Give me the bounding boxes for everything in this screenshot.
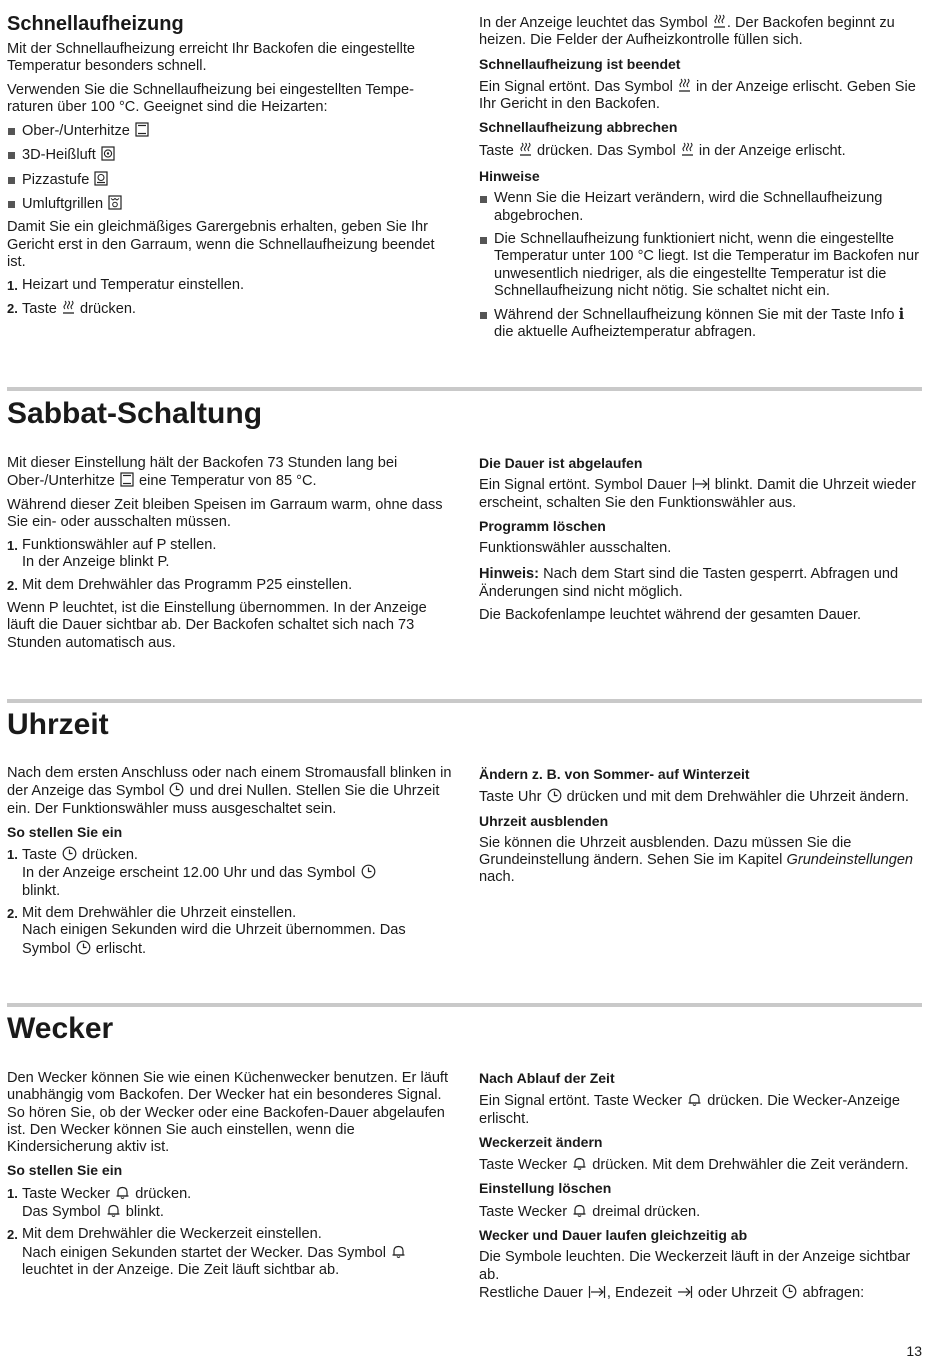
step-text: blinkt. xyxy=(22,882,61,899)
paragraph: Mit der Schnellaufheizung erreicht Ihr Backofen die eingestellte Temperatur besonders schnell. xyxy=(7,41,416,75)
step-item: 2. Mit dem Drehwähler die Uhrzeit einstellen. Nach einigen Sekunden wird die Uhrzeit übernommen. Das Symbol erlischt. xyxy=(7,905,406,957)
step-text: Mit dem Drehwähler die Uhrzeit einstellen. xyxy=(22,905,297,922)
clock-icon xyxy=(782,1284,797,1299)
fast-heat-icon xyxy=(519,142,532,157)
bell-icon xyxy=(572,1156,587,1171)
paragraph xyxy=(479,1092,924,1128)
list-item xyxy=(7,122,452,140)
paragraph xyxy=(479,1203,924,1221)
paragraph: Die Backofenlampe leuchtet während der gesamten Dauer. xyxy=(479,607,862,624)
subheading: So stellen Sie ein xyxy=(7,823,123,840)
hint-label: Hinweis: xyxy=(479,566,540,583)
step-item: 2. Taste drücken. xyxy=(7,300,136,317)
pizza-setting-icon xyxy=(94,171,108,186)
subheading: So stellen Sie ein xyxy=(7,1162,123,1179)
step-text: leuchtet in der Anzeige. Die Zeit läuft sichtbar ab. xyxy=(22,1261,340,1278)
text: Nach dem ersten Anschluss oder nach einem Stromausfall blinken in der Anzeige das Symbol xyxy=(7,765,452,800)
fast-heat-icon xyxy=(681,142,694,157)
paragraph: Den Wecker können Sie wie einen Küchenwecker benutzen. Er läuft unabhängig vom Backofen. Der Wecker hat ein besonderes Signal. So hören Sie, ob der Wecker oder eine Backofen-Dauer abgelaufen ist. Den Wecker können Sie auch einstellen, wenn die Kindersicherung aktiv ist. xyxy=(7,1070,449,1156)
text: Ein Signal ertönt. Taste Wecker xyxy=(479,1093,683,1110)
step-text: drücken. xyxy=(135,1185,192,1202)
paragraph xyxy=(479,14,924,50)
steps-list xyxy=(7,1185,452,1279)
list-item: Wenn Sie die Heizart verändern, wird die Schnellaufheizung abgebrochen. xyxy=(479,190,924,225)
list-item-label: Ober-/Unterhitze xyxy=(22,123,130,140)
text: drücken. Die Wecker-Anzeige erlischt. xyxy=(479,1093,900,1127)
step-text: Mit dem Drehwähler das Programm P25 einstellen. xyxy=(22,576,353,593)
section-divider xyxy=(7,1003,922,1007)
text: . Der Backofen beginnt zu heizen. Die Felder der Aufheizkontrolle füllen sich. xyxy=(479,15,895,49)
subheading: Programm löschen xyxy=(479,517,606,534)
text: drücken und mit dem Drehwähler die Uhrzeit ändern. xyxy=(566,789,909,806)
subheading: Hinweise xyxy=(479,168,540,185)
schnell-left-column xyxy=(7,12,452,324)
step-item: 1. Taste Wecker drücken. Das Symbol blinkt. xyxy=(7,1185,192,1221)
step-text: drücken. xyxy=(82,847,138,864)
paragraph: Während dieser Zeit bleiben Speisen im Garraum warm, ohne dass Sie ein- oder ausschalten müssen. xyxy=(7,496,443,530)
text: Während der Schnellaufheizung können Sie mit der Taste Info xyxy=(494,307,895,324)
sabbat-right-column xyxy=(479,455,924,630)
paragraph xyxy=(479,78,924,114)
paragraph xyxy=(479,1284,924,1302)
bell-icon xyxy=(687,1092,702,1107)
duration-icon xyxy=(588,1285,606,1299)
clock-icon xyxy=(169,782,184,797)
paragraph: Verwenden Sie die Schnellaufheizung bei eingestellten Temperaturen über 100 °C. Geeignet sind die Heizarten: xyxy=(7,81,415,115)
section-title-uhrzeit: Uhrzeit xyxy=(7,708,109,741)
paragraph xyxy=(479,788,924,806)
step-text: Mit dem Drehwähler die Weckerzeit einstellen. xyxy=(22,1226,322,1243)
wecker-left-column xyxy=(7,1070,452,1285)
list-item xyxy=(7,195,452,213)
step-text: Funktionswähler auf P stellen. xyxy=(22,537,217,554)
paragraph xyxy=(7,455,452,491)
text: blinkt. Damit die Uhrzeit wieder erscheint, schalten Sie den Funktionswähler aus. xyxy=(479,477,916,511)
text: Ein Signal ertönt. Symbol Dauer xyxy=(479,477,687,494)
text: Ein Signal ertönt. Das Symbol xyxy=(479,78,673,95)
text: Taste xyxy=(479,142,514,159)
step-text: In der Anzeige blinkt P. xyxy=(22,554,170,571)
list-item xyxy=(479,306,924,342)
bell-icon xyxy=(391,1244,406,1259)
section-title-sabbat: Sabbat-Schaltung xyxy=(7,397,263,430)
text: In der Anzeige leuchtet das Symbol xyxy=(479,15,708,31)
bell-icon xyxy=(115,1185,130,1200)
text: eine Temperatur von 85 °C. xyxy=(139,473,317,490)
step-item: 1. Heizart und Temperatur einstellen. xyxy=(7,277,244,294)
page-number: 13 xyxy=(906,1343,922,1359)
section-title-wecker: Wecker xyxy=(7,1012,114,1045)
text: Taste Uhr xyxy=(479,789,542,806)
text: in der Anzeige erlischt. xyxy=(698,142,846,159)
text: drücken. Mit dem Drehwähler die Zeit verändern. xyxy=(592,1157,909,1174)
section-divider xyxy=(7,387,922,391)
paragraph xyxy=(479,477,924,512)
section-divider xyxy=(7,699,922,703)
step-item: 2. Mit dem Drehwähler die Weckerzeit einstellen. Nach einigen Sekunden startet der Wecker. Das Symbol leuchtet in der Anzeige. Die Zeit läuft sichtbar ab. xyxy=(7,1226,452,1279)
subheading: Nach Ablauf der Zeit xyxy=(479,1070,615,1086)
list-item: Die Schnellaufheizung funktioniert nicht, wenn die eingestellte Temperatur unter 100 °C liegt. Ist die Temperatur im Backofen nur unwesentlich niedriger, als die eingestellte Temperatur ist die Schnellaufheizung nicht nötig. Sie schaltet nicht ein. xyxy=(479,231,924,300)
subheading: Wecker und Dauer laufen gleichzeitig ab xyxy=(479,1227,748,1244)
subheading: Ändern z. B. von Sommer- auf Winterzeit xyxy=(479,766,750,782)
paragraph xyxy=(479,835,924,887)
text: nach. xyxy=(479,869,515,886)
text: Taste Wecker xyxy=(479,1203,568,1220)
subheading: Die Dauer ist abgelaufen xyxy=(479,455,643,471)
chapter-reference: Grundeinstellungen xyxy=(786,852,914,869)
step-text: Heizart und Temperatur einstellen. xyxy=(22,277,244,294)
uhrzeit-right-column xyxy=(479,766,924,893)
paragraph: Die Symbole leuchten. Die Weckerzeit läuft in der Anzeige sichtbar ab. xyxy=(479,1249,911,1283)
paragraph: Damit Sie ein gleichmäßiges Garergebnis erhalten, geben Sie Ihr Gericht erst in den Garraum, wenn die Schnellaufheizung beendet ist. xyxy=(7,219,435,270)
fast-heat-icon xyxy=(678,78,691,93)
step-item: 1. Funktionswähler auf P stellen. In der Anzeige blinkt P. xyxy=(7,537,217,571)
top-bottom-heat-icon xyxy=(135,122,149,137)
step-item: 1. Taste drücken. In der Anzeige erscheint 12.00 Uhr und das Symbol blinkt. xyxy=(7,846,452,900)
text: und drei Nullen. Stellen Sie die Uhrzeit ein. Der Funktionswähler muss ausgeschaltet sein. xyxy=(7,783,440,817)
list-item xyxy=(7,146,452,164)
paragraph: Wenn P leuchtet, ist die Einstellung übernommen. In der Anzeige läuft die Dauer sichtbar ab. Der Backofen schaltet sich nach 73 Stunden automatisch aus. xyxy=(7,600,427,651)
subheading: Weckerzeit ändern xyxy=(479,1133,603,1150)
heating-mode-list xyxy=(7,122,452,213)
list-item xyxy=(7,171,452,189)
paragraph: Funktionswähler ausschalten. xyxy=(479,540,672,557)
step-text: Nach einigen Sekunden startet der Wecker. Das Symbol xyxy=(22,1244,386,1261)
subheading: Einstellung löschen xyxy=(479,1180,612,1197)
section-title-schnellaufheizung: Schnellaufheizung xyxy=(7,13,184,35)
text: Mit dieser Einstellung hält der Backofen 73 Stunden lang bei Ober-/Unterhitze xyxy=(7,455,398,490)
text: in der Anzeige erlischt. Geben Sie Ihr Gericht in den Backofen. xyxy=(479,78,916,113)
steps-list xyxy=(7,277,452,318)
text: drücken. Das Symbol xyxy=(537,142,676,159)
step-text: drücken. xyxy=(80,300,136,317)
fast-heat-icon xyxy=(713,14,726,29)
subheading: Uhrzeit ausblenden xyxy=(479,812,609,829)
step-text: Das Symbol xyxy=(22,1204,101,1221)
step-item: 2. Mit dem Drehwähler das Programm P25 einstellen. xyxy=(7,576,353,593)
sabbat-left-column xyxy=(7,455,452,658)
bell-icon xyxy=(572,1203,587,1218)
clock-icon xyxy=(62,846,77,861)
subheading: Schnellaufheizung abbrechen xyxy=(479,119,678,136)
schnell-right-column xyxy=(479,14,924,348)
step-text: Taste Wecker xyxy=(22,1185,111,1202)
text: Restliche Dauer xyxy=(479,1284,583,1301)
uhrzeit-left-column xyxy=(7,765,452,964)
text: die aktuelle Aufheiztemperatur abfragen. xyxy=(494,324,757,341)
paragraph xyxy=(479,1156,924,1174)
bell-icon xyxy=(106,1203,121,1218)
steps-list xyxy=(7,846,452,958)
step-text: Nach einigen Sekunden wird die Uhrzeit übernommen. Das Symbol xyxy=(22,922,406,957)
paragraph xyxy=(479,566,924,601)
clock-icon xyxy=(361,864,376,879)
text: Nach dem Start sind die Tasten gesperrt. Abfragen und Änderungen sind nicht möglich. xyxy=(479,566,899,600)
clock-icon xyxy=(76,940,91,955)
list-item-label: 3D-Heißluft xyxy=(22,147,96,164)
3d-hot-air-icon xyxy=(101,146,115,161)
hints-list xyxy=(479,190,924,341)
step-text: blinkt. xyxy=(125,1204,164,1221)
convection-grill-icon xyxy=(108,195,122,210)
step-text: In der Anzeige erscheint 12.00 Uhr und das Symbol xyxy=(22,865,356,882)
fast-heat-icon xyxy=(62,300,75,315)
subheading: Schnellaufheizung ist beendet xyxy=(479,55,681,72)
info-icon: i xyxy=(898,306,905,324)
step-text: erlischt. xyxy=(95,940,147,957)
text: , Endezeit xyxy=(606,1284,672,1301)
paragraph xyxy=(7,765,452,818)
clock-icon xyxy=(547,788,562,803)
text: Taste Wecker xyxy=(479,1157,568,1174)
text: Sie können die Uhrzeit ausblenden. Dazu müssen Sie die Grundeinstellung ändern. Sehen Sie im Kapitel xyxy=(479,834,852,869)
text: dreimal drücken. xyxy=(592,1203,701,1220)
top-bottom-heat-icon xyxy=(120,472,134,487)
step-text: Taste xyxy=(22,847,57,864)
list-item-label: Pizzastufe xyxy=(22,171,90,188)
wecker-right-column xyxy=(479,1070,924,1308)
steps-list xyxy=(7,537,452,594)
paragraph xyxy=(479,142,924,160)
text: oder Uhrzeit xyxy=(697,1284,778,1301)
list-item-label: Umluftgrillen xyxy=(22,196,104,213)
end-time-icon xyxy=(677,1285,693,1299)
text: abfragen: xyxy=(802,1284,865,1301)
step-text: Taste xyxy=(22,300,57,317)
duration-icon xyxy=(692,477,710,491)
